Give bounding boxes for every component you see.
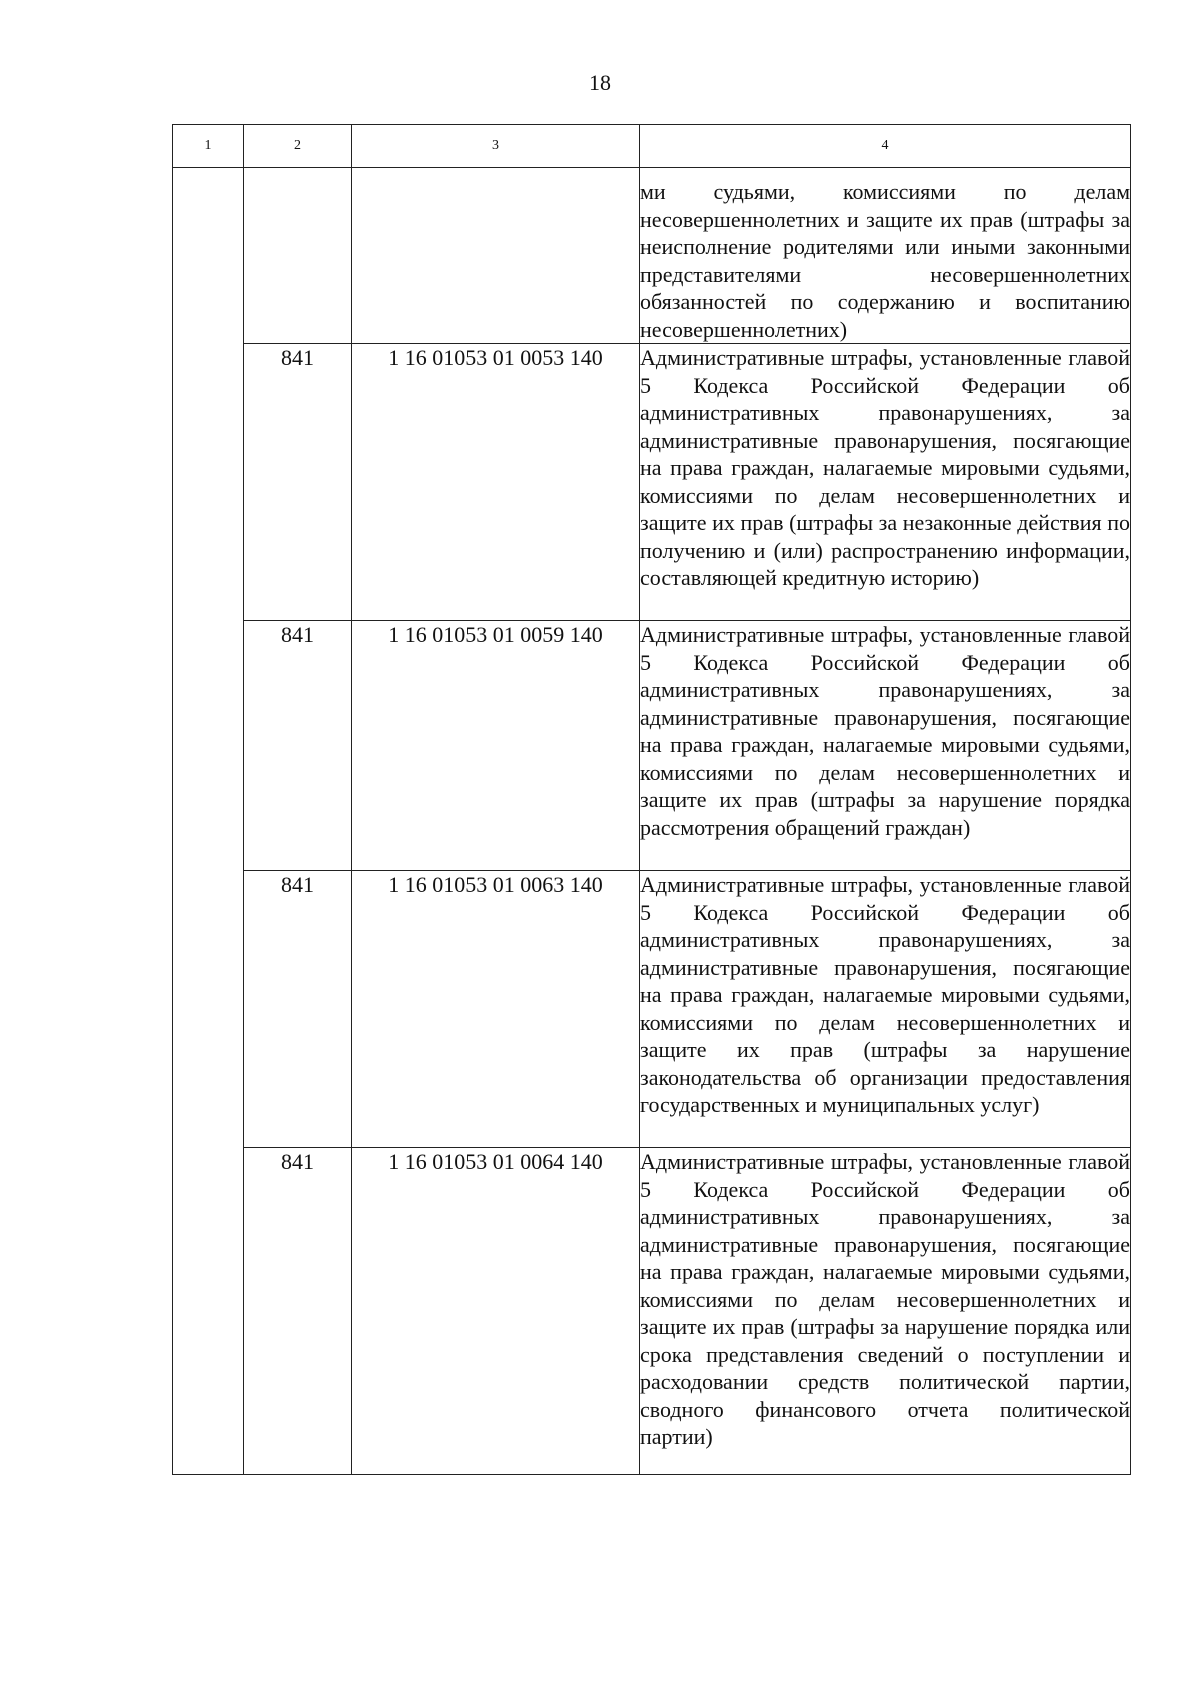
description-cell: Административные штрафы, установленные главой 5 Кодекса Российской Федерации об административных правонарушениях, за административные правонарушения, посягающие на права граждан, налагаемые мировыми судьями, комиссиями по делам несовершеннолетних и защите их прав (штрафы за нарушение порядка рассмотрения обращений граждан): [640, 621, 1131, 871]
kbk-code-cell: 1 16 01053 01 0064 140: [352, 1148, 640, 1475]
table-row: [173, 1148, 1131, 1475]
kbk-table: [172, 124, 1131, 1475]
description-cell: Административные штрафы, установленные главой 5 Кодекса Российской Федерации об административных правонарушениях, за административные правонарушения, посягающие на права граждан, налагаемые мировыми судьями, комиссиями по делам несовершеннолетних и защите их прав (штрафы за нарушение законодательства об организации предоставления государственных и муниципальных услуг): [640, 871, 1131, 1148]
header-col-3: 3: [352, 125, 640, 168]
header-col-1: 1: [173, 125, 244, 168]
description-cell: ми судьями, комиссиями по делам несовершеннолетних и защите их прав (штрафы за неисполнение родителями или иными законными представителями несовершеннолетних обязанностей по содержанию и воспитанию несовершеннолетних): [640, 168, 1131, 344]
header-col-2: 2: [244, 125, 352, 168]
admin-code-cell: 841: [244, 871, 352, 1148]
kbk-code-cell: 1 16 01053 01 0063 140: [352, 871, 640, 1148]
admin-code-cell: 841: [244, 621, 352, 871]
admin-code-cell: [244, 168, 352, 344]
table-row: [173, 621, 1131, 871]
description-cell: Административные штрафы, установленные главой 5 Кодекса Российской Федерации об административных правонарушениях, за административные правонарушения, посягающие на права граждан, налагаемые мировыми судьями, комиссиями по делам несовершеннолетних и защите их прав (штрафы за нарушение порядка или срока представления сведений о поступлении и расходовании средств политической партии, сводного финансового отчета политической партии): [640, 1148, 1131, 1475]
table-row: [173, 344, 1131, 621]
kbk-code-cell: 1 16 01053 01 0059 140: [352, 621, 640, 871]
table-row: [173, 168, 1131, 344]
table-row: [173, 871, 1131, 1148]
kbk-code-cell: [352, 168, 640, 344]
table-header-row: [173, 125, 1131, 168]
header-col-4: 4: [640, 125, 1131, 168]
admin-code-cell: 841: [244, 1148, 352, 1475]
row-group-cell: [173, 168, 244, 1475]
admin-code-cell: 841: [244, 344, 352, 621]
kbk-code-cell: 1 16 01053 01 0053 140: [352, 344, 640, 621]
page-number: 18: [589, 70, 611, 95]
description-cell: Административные штрафы, установленные главой 5 Кодекса Российской Федерации об административных правонарушениях, за административные правонарушения, посягающие на права граждан, налагаемые мировыми судьями, комиссиями по делам несовершеннолетних и защите их прав (штрафы за незаконные действия по получению и (или) распространению информации, составляющей кредитную историю): [640, 344, 1131, 621]
